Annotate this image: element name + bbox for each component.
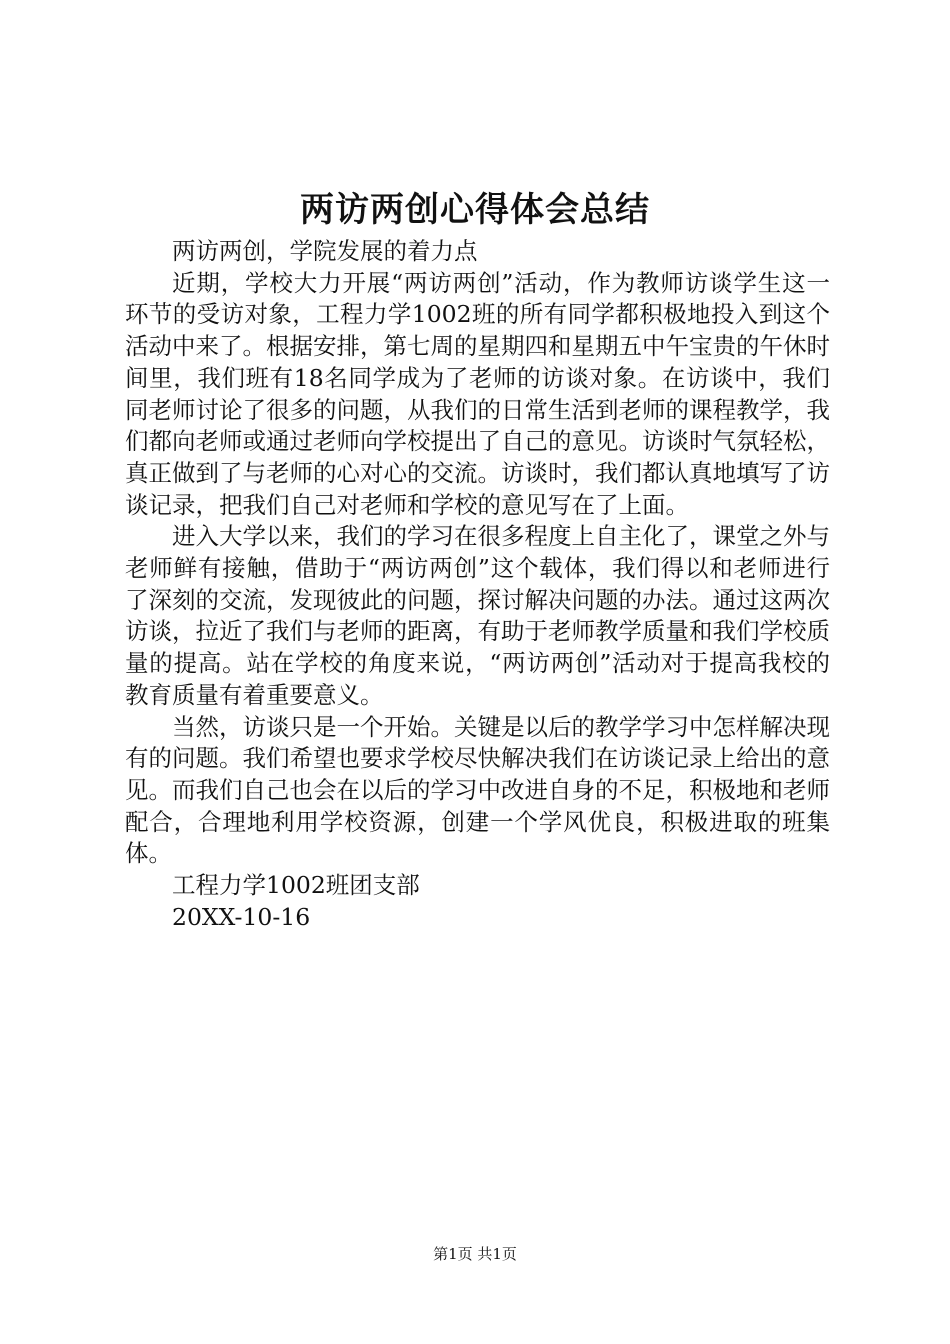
document-title: 两访两创心得体会总结 <box>300 190 650 230</box>
page-footer: 第1页 共1页 <box>433 1245 517 1263</box>
subtitle-line: 两访两创，学院发展的着力点 <box>172 237 478 265</box>
signature-line: 工程力学1002班团支部 <box>172 871 420 900</box>
paragraph-2: 进入大学以来，我们的学习在很多程度上自主化了，课堂之外与老师鲜有接触，借助于“两访两创”这个载体，我们得以和老师进行了深刻的交流，发现彼此的问题，探讨解决问题的办法。通过这两次访谈，拉近了我们与老师的距离，有助于老师教学质量和我们学校质量的提高。站在学校的角度来说，“两访两创”活动对于提高我校的教育质量有着重要意义。 <box>125 522 830 709</box>
paragraph-1: 近期，学校大力开展“两访两创”活动，作为教师访谈学生这一环节的受访对象，工程力学1002班的所有同学都积极地投入到这个活动中来了。根据安排，第七周的星期四和星期五中午宝贵的午休时间里，我们班有18名同学成为了老师的访谈对象。在访谈中，我们同老师讨论了很多的问题，从我们的日常生活到老师的课程教学，我们都向老师或通过老师向学校提出了自己的意见。访谈时气氛轻松，真正做到了与老师的心对心的交流。访谈时，我们都认真地填写了访谈记录，把我们自己对老师和学校的意见写在了上面。 <box>125 268 830 519</box>
paragraph-3: 当然，访谈只是一个开始。关键是以后的教学学习中怎样解决现有的问题。我们希望也要求学校尽快解决我们在访谈记录上给出的意见。而我们自己也会在以后的学习中改进自身的不足，积极地和老师配合，合理地利用学校资源，创建一个学风优良，积极进取的班集体。 <box>125 712 830 868</box>
date-line: 20XX-10-16 <box>172 902 311 931</box>
document-body <box>125 236 830 933</box>
